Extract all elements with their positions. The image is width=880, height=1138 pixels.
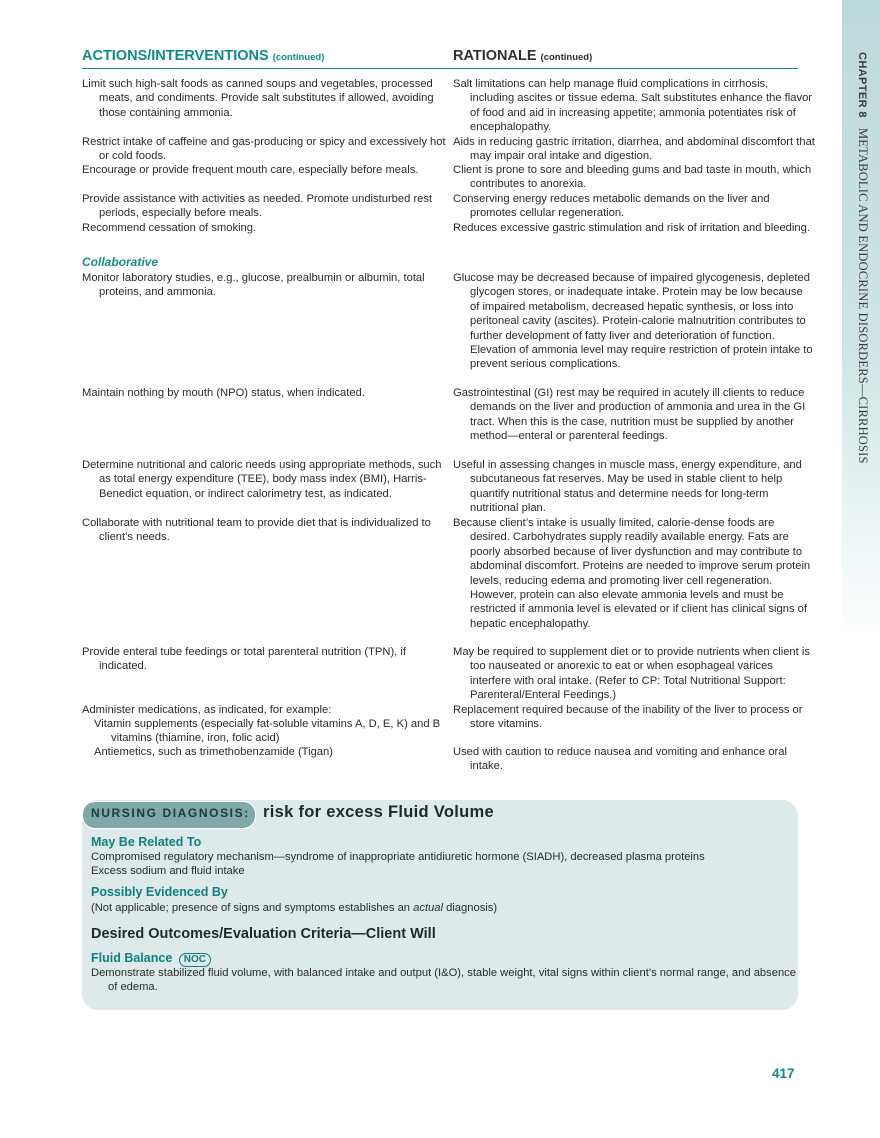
chapter-title: METABOLIC AND ENDOCRINE DISORDERS—CIRRHOSIS — [856, 127, 870, 464]
rationale-item: Useful in assessing changes in muscle mass, energy expenditure, and subcutaneous fat reserves. May be used in stable client to help quantify nutritional status and determine needs for long-term nutritional plan. — [453, 459, 802, 515]
collaborative-heading: Collaborative — [82, 255, 159, 269]
rationale-item: Reduces excessive gastric stimulation and risk of irritation and bleeding. — [453, 222, 810, 234]
action-item: Restrict intake of caffeine and gas-producing or spicy and excessively hot or cold foods. — [82, 136, 446, 163]
action-item: Limit such high-salt foods as canned soups and vegetables, processed meats, and condiments. Provide salt substitutes if allowed, avoiding those containing ammonia. — [82, 78, 434, 119]
rationale-item: Salt limitations can help manage fluid complications in cirrhosis, including ascites or tissue edema. Salt substitutes enhance the flavor of food and aid in increasing appetite; ammonia potentiates risk of encephalopathy. — [453, 78, 813, 134]
rationale-item: Aids in reducing gastric irritation, diarrhea, and abdominal discomfort that may impair oral intake and digestion. — [453, 136, 815, 163]
related-text: Excess sodium and fluid intake — [91, 865, 245, 877]
action-item: Encourage or provide frequent mouth care, especially before meals. — [82, 164, 419, 176]
rationale-header: RATIONALE (continued) — [453, 48, 593, 64]
related-heading: May Be Related To — [91, 835, 202, 849]
rationale-item: Glucose may be decreased because of impaired glycogenesis, depleted glycogen stores, or inadequate intake. Protein may be low because of impaired metabolism, decreased hepatic synthesis, or loss into peritoneal cavity (ascites). Protein-calorie malnutrition contributes to further development of fatty liver and deterioration of function. Elevation of ammonia level may require restriction of protein intake to prevent serious complications. — [453, 272, 813, 371]
action-item: Collaborate with nutritional team to provide diet that is individualized to client’s needs. — [82, 517, 431, 544]
noc-badge: NOC — [179, 953, 211, 967]
action-item: Maintain nothing by mouth (NPO) status, when indicated. — [82, 387, 365, 399]
header-rule — [82, 68, 798, 69]
chapter-number: CHAPTER 8 — [856, 52, 868, 118]
action-item: Provide assistance with activities as needed. Promote undisturbed rest periods, especially before meals. — [82, 193, 433, 220]
rationale-item: Used with caution to reduce nausea and vomiting and enhance oral intake. — [453, 746, 787, 773]
rationale-item: Replacement required because of the inability of the liver to process or store vitamins. — [453, 704, 803, 731]
rationale-item: May be required to supplement diet or to provide nutrients when client is too nauseated or anorexic to eat or when esophageal varices interfere with oral intake. (Refer to CP: Total Nutritional Support: Parenteral/Enteral Feedings.) — [453, 646, 810, 702]
related-text: Compromised regulatory mechanism—syndrome of inappropriate antidiuretic hormone (SIADH), decreased plasma proteins — [91, 851, 705, 863]
evidenced-text: (Not applicable; presence of signs and symptoms establishes an actual diagnosis) — [91, 902, 498, 914]
rationale-item: Because client’s intake is usually limited, calorie-dense foods are desired. Carbohydrates supply readily available energy. Fats are poorly absorbed because of liver dysfunction and may contribute to abdominal discomfort. Proteins are needed to improve serum protein levels, reducing edema and promoting liver cell regeneration. However, protein can also elevate ammonia levels and must be restricted if ammonia level is elevated or if client has clinical signs of hepatic encephalopathy. — [453, 517, 811, 630]
evidenced-heading: Possibly Evidenced By — [91, 885, 228, 899]
desired-outcomes-heading: Desired Outcomes/Evaluation Criteria—Client Will — [91, 926, 436, 942]
action-item: Monitor laboratory studies, e.g., glucose, prealbumin or albumin, total proteins, and ammonia. — [82, 272, 425, 299]
rationale-item: Gastrointestinal (GI) rest may be required in acutely ill clients to reduce demands on the liver and production of ammonia and urea in the GI tract. When this is the case, nutrition must be supplied by another method—enteral or parenteral feedings. — [453, 387, 806, 443]
outcome-heading: Fluid Balance NOC — [91, 951, 211, 967]
actions-header: ACTIONS/INTERVENTIONS (continued) — [82, 48, 325, 64]
rationale-item: Conserving energy reduces metabolic demands on the liver and promotes cellular regeneration. — [453, 193, 770, 220]
rationale-item: Client is prone to sore and bleeding gums and bad taste in mouth, which contributes to anorexia. — [453, 164, 812, 191]
action-item: Administer medications, as indicated, for example: — [82, 704, 332, 716]
outcome-text: Demonstrate stabilized fluid volume, with balanced intake and output (I&O), stable weight, vital signs within client’s normal range, and absence of edema. — [91, 967, 796, 994]
chapter-sidebar — [842, 52, 880, 612]
action-subitem: Antiemetics, such as trimethobenzamide (Tigan) — [94, 746, 333, 758]
nursing-diagnosis-label: NURSING DIAGNOSIS: — [91, 806, 250, 820]
nursing-diagnosis-title: risk for excess Fluid Volume — [263, 803, 494, 821]
action-item: Provide enteral tube feedings or total parenteral nutrition (TPN), if indicated. — [82, 646, 406, 673]
action-item: Recommend cessation of smoking. — [82, 222, 257, 234]
action-item: Determine nutritional and caloric needs using appropriate methods, such as total energy expenditure (TEE), body mass index (BMI), Harris-Benedict equation, or indirect calorimetry test, as indicated. — [82, 459, 442, 500]
page-number: 417 — [772, 1066, 795, 1081]
action-subitem: Vitamin supplements (especially fat-soluble vitamins A, D, E, K) and B vitamins (thiamine, iron, folic acid) — [94, 718, 441, 745]
